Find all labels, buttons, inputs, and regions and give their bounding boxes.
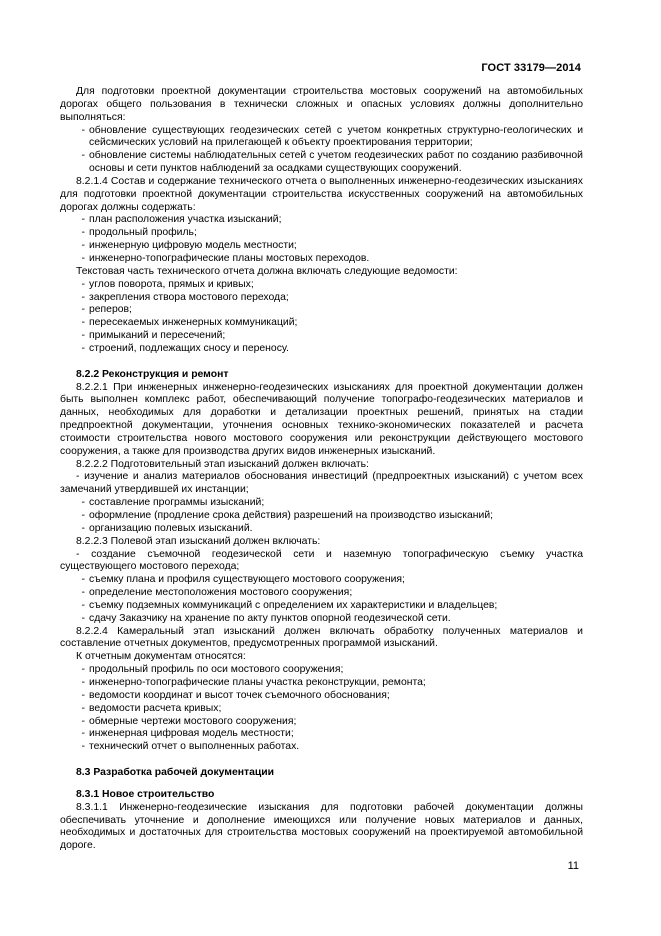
bullet-mark: - [81, 689, 85, 701]
list-item: - обновление существующих геодезических сетей с учетом конкретных структурно-геологических и сейсмических условий на прилегающей к объекту проектирования территории; [60, 125, 583, 151]
bullet-mark: - [81, 599, 85, 611]
bullet-mark: - [81, 240, 85, 252]
list-item: - съемку плана и профиля существующего мостового сооружения; [60, 574, 583, 587]
bullet-mark: - [81, 124, 85, 136]
bullet-mark: - [81, 587, 85, 599]
clause-8-2-1-4: 8.2.1.4 Состав и содержание технического отчета о выполненных инженерно-геодезических изысканиях для подготовки проектной документации строительства искусственных сооружений на автомобильных дорогах должны содержать: [60, 175, 583, 213]
intro-paragraph: Для подготовки проектной документации строительства мостовых сооружений на автомобильных дорогах общего пользования в технически сложных и опасных условиях должны дополнительно выполняться: [60, 86, 583, 123]
list-item: - инженерно-топографические планы мостовых переходов. [60, 253, 583, 266]
list-item: - продольный профиль по оси мостового сооружения; [60, 664, 583, 677]
bullet-mark: - [81, 330, 85, 342]
list-item: - закрепления створа мостового перехода; [60, 292, 583, 305]
bullet-mark: - [81, 214, 85, 226]
list-item: - создание съемочной геодезической сети и наземную топографическую съемку участка существующего мостового перехода; [60, 548, 583, 573]
list-item: - обмерные чертежи мостового сооружения; [60, 716, 583, 729]
list-item: - пересекаемых инженерных коммуникаций; [60, 317, 583, 330]
clause-8-2-2-2: 8.2.2.2 Подготовительный этап изысканий должен включать: [76, 458, 369, 470]
document-header: ГОСТ 33179—2014 [481, 62, 581, 74]
list-item: - изучение и анализ материалов обоснования инвестиций (предпроектных изысканий) с учетом всех замечаний утвердившей их инстанции; [60, 471, 583, 496]
list-item: - инженерная цифровая модель местности; [60, 728, 583, 741]
list-item: - съемку подземных коммуникаций с определением их характеристики и владельцев; [60, 600, 583, 613]
bullet-mark: - [81, 304, 85, 316]
bullet-mark: - [76, 471, 80, 483]
document-body [60, 86, 583, 853]
bullet-mark: - [81, 510, 85, 521]
bullet-mark: - [81, 342, 85, 354]
clause-8-3-1-1: 8.3.1.1 Инженерно-геодезические изыскания для подготовки рабочей документации должны обеспечивать уточнение и дополнение имеющихся или получение новых материалов и данных, необходимых и достаточных для строительства мостовых сооружений на проектируемой автомобильной дороге. [60, 801, 583, 852]
list-item: - углов поворота, прямых и кривых; [60, 279, 583, 292]
list-item: - инженерно-топографические планы участка реконструкции, ремонта; [60, 677, 583, 690]
bullet-mark: - [81, 150, 85, 162]
list-item: - ведомости расчета кривых; [60, 703, 583, 716]
section-heading-8-2-2: 8.2.2 Реконструкция и ремонт [76, 368, 229, 380]
list-item: - примыканий и пересечений; [60, 330, 583, 343]
list-item: - организацию полевых изысканий. [60, 523, 583, 536]
list-item: - оформление (продление срока действия) разрешений на производство изысканий; [60, 510, 583, 523]
reporting-docs-intro: К отчетным документам относятся: [76, 651, 246, 663]
list-item: - продольный профиль; [60, 227, 583, 240]
bullet-mark: - [81, 291, 85, 303]
bullet-mark: - [81, 574, 85, 586]
statements-paragraph: Текстовая часть технического отчета должна включать следующие ведомости: [76, 265, 458, 277]
list-item: - строений, подлежащих сносу и переносу. [60, 343, 583, 356]
list-item: - инженерную цифровую модель местности; [60, 240, 583, 253]
bullet-mark: - [81, 715, 85, 727]
list-item: - составление программы изысканий; [60, 497, 583, 510]
bullet-mark: - [81, 664, 85, 676]
page-number: 11 [567, 860, 579, 872]
section-heading-8-3-1: 8.3.1 Новое строительство [76, 788, 215, 800]
bullet-mark: - [81, 278, 85, 290]
list-item: - реперов; [60, 304, 583, 317]
section-heading-8-3: 8.3 Разработка рабочей документации [76, 767, 275, 779]
clause-8-2-2-4: 8.2.2.4 Камеральный этап изысканий должен включать обработку полученных материалов и составление отчетных документов, предусмотренных программой изысканий. [60, 625, 583, 650]
bullet-mark: - [81, 497, 85, 509]
bullet-mark: - [76, 548, 80, 560]
list-item: - обновление системы наблюдательных сетей с учетом геодезических работ по созданию разбивочной основы и сети пунктов наблюдений за осадками существующих сооружений. [60, 150, 583, 176]
list-item: - ведомости координат и высот точек съемочного обоснования; [60, 690, 583, 703]
bullet-mark: - [81, 227, 85, 239]
bullet-mark: - [81, 612, 85, 624]
bullet-mark: - [81, 676, 85, 688]
bullet-mark: - [81, 702, 85, 714]
bullet-mark: - [81, 728, 85, 740]
clause-8-2-2-1: 8.2.2.1 При инженерных инженерно-геодезических изысканиях для проектной документации должен быть выполнен комплекс работ, обеспечивающий получение топографо-геодезических материалов и данных, необходимых для доработки и детализации проектных решений, принятых на стадии предпроектной документации, уточнения основных технико-экономических показателей и расчета стоимости строительства нового мостового сооружения или реконструкции действующего мостового сооружения, а также для производства других видов инженерных изысканий. [60, 381, 583, 457]
bullet-mark: - [81, 741, 85, 753]
bullet-mark: - [81, 317, 85, 329]
clause-8-2-2-3: 8.2.2.3 Полевой этап изысканий должен включать: [76, 535, 321, 547]
list-item: - определение местоположения мостового сооружения; [60, 587, 583, 600]
list-item: - сдачу Заказчику на хранение по акту пунктов опорной геодезической сети. [60, 613, 583, 626]
bullet-mark: - [81, 522, 85, 534]
list-item: - технический отчет о выполненных работах. [60, 741, 583, 754]
list-item: - план расположения участка изысканий; [60, 214, 583, 227]
bullet-mark: - [81, 252, 85, 264]
